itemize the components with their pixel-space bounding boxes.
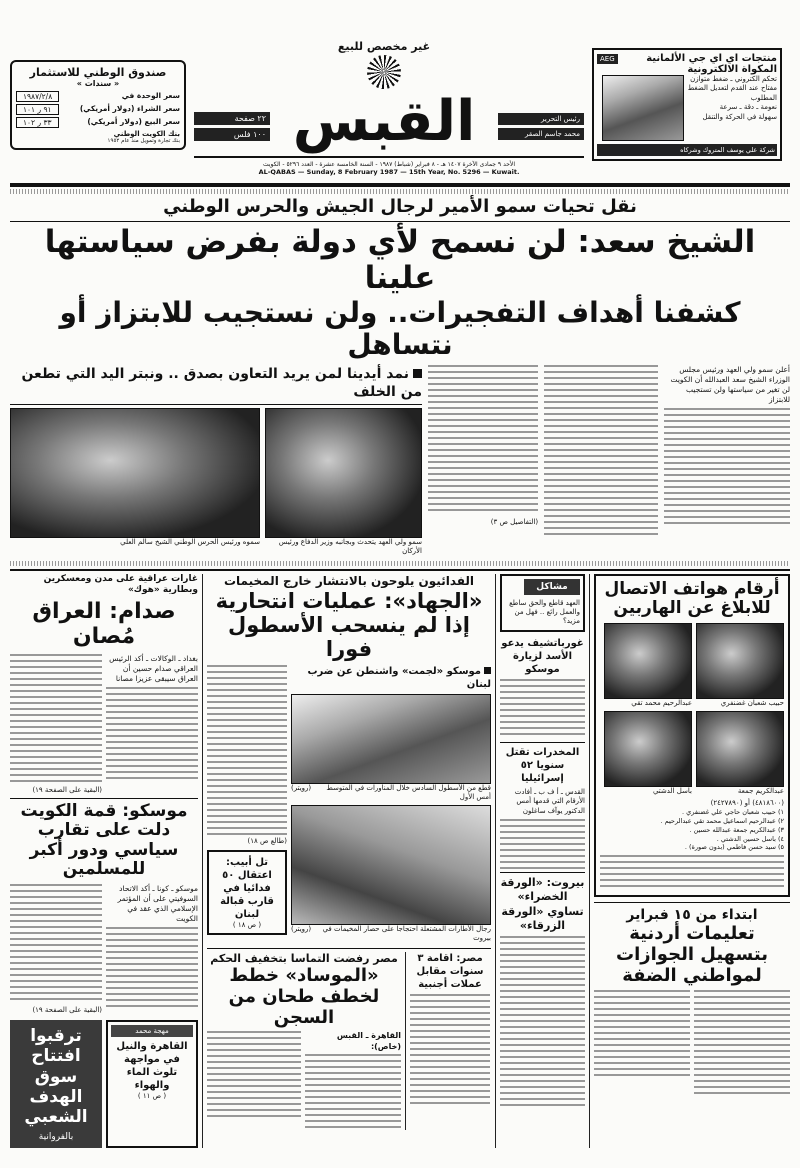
column-rule — [495, 574, 496, 1148]
editor-box — [498, 113, 584, 140]
aeg-line: سهولة في الحركة والتنقل — [702, 112, 777, 121]
lead-caption-right: سمو ولي العهد يتحدث وبجانبه وزير الدفاع ورئيس الأركان — [278, 538, 422, 556]
lead-body-start: أعلن سمو ولي العهد ورئيس مجلس الوزراء الشيخ سعد العبدالله أن الكويت لن تغير من سياستها ولن تستجيب للابتزاز — [670, 364, 790, 405]
telaviv-box-page: ( ص ١٨ ) — [232, 920, 262, 929]
souq-ad-location: بالفروانية — [38, 1131, 74, 1142]
lead-caption-left: سموه ورئيس الحرس الوطني الشيخ سالم العلي — [120, 538, 260, 547]
moscow-body-text — [106, 927, 198, 1007]
aeg-ad — [592, 48, 782, 161]
bank-name: بنك الكويت الوطني — [113, 130, 180, 138]
jihad-headline-1: «الجهاد»: عمليات انتحارية — [215, 589, 483, 614]
column-rule — [405, 952, 406, 1130]
divider — [10, 798, 198, 799]
gorbachev-body-text — [500, 679, 585, 739]
beirut-body-text — [500, 936, 585, 1106]
price: ١٠٠ فلس — [194, 128, 270, 141]
lead-body-text — [544, 365, 658, 537]
telaviv-box — [207, 850, 287, 935]
divider — [10, 569, 790, 571]
egypt-mossad-headline: «الموساد» خطط لخطف طحان من السجن — [228, 965, 380, 1028]
column-rule — [202, 574, 203, 1148]
wanted-photo — [604, 623, 692, 699]
editor-name: محمد جاسم الصقر — [498, 128, 584, 140]
fund-row-value: ٩١ ر ١٠١ — [16, 104, 59, 115]
halftone-rule — [10, 189, 790, 194]
rally-caption: رجال الأطارات المشتعلة احتجاجا على حصار المخيمات في بيروت — [322, 924, 491, 942]
wanted-photo — [604, 711, 692, 787]
column-rule — [589, 574, 590, 1148]
iraq-continued: (البقية على الصفحة ١٩) — [32, 785, 102, 794]
aeg-line: مفتاح عند القدم لتعديل الضغط المطلوب — [687, 84, 777, 102]
masthead — [10, 40, 790, 177]
wanted-name: باسل الدشتي — [652, 786, 692, 795]
iraq-kicker: غارات عراقية على مدن ومعسكرين وبطارية «هوك» — [43, 573, 198, 596]
jihad-subhead — [291, 665, 491, 691]
fund-row-label: سعر الشراء (دولار أمريكي) — [79, 104, 180, 113]
divider — [500, 742, 585, 743]
iraq-body-text — [106, 687, 198, 783]
editor-label: رئيس التحرير — [498, 113, 584, 125]
rally-photo — [291, 805, 491, 925]
lead-details-ref: (التفاصيل ص ٣) — [490, 517, 539, 526]
not-for-sale-stamp: غير مخصص للبيع — [337, 40, 431, 53]
moscow-body-text — [10, 884, 102, 1004]
iron-product-image — [602, 75, 684, 141]
lead-subhead-text: نمد أيدينا لمن يريد التعاون بصدق .. ونبتر اليد التي تطعن من الخلف — [21, 365, 422, 401]
lead-headline-2: كشفنا أهداف التفجيرات.. ولن نستجيب للابتزاز أو نتساهل — [59, 295, 741, 361]
cartoon-title: مشاكل — [524, 579, 580, 595]
fund-ad-subtitle: « سندات » — [76, 79, 120, 88]
iraq-body-text — [10, 654, 102, 784]
divider — [207, 948, 491, 949]
jihad-continued: (طالع ص ١٨) — [247, 836, 287, 845]
jihad-kicker: الفدائيون يلوحون بالانتشار خارج المخيمات — [223, 573, 475, 588]
wanted-name: حبيب شعبان غضنفري — [720, 698, 784, 707]
fund-ad — [10, 60, 186, 150]
aeg-line: نعومة ـ دقة ـ سرعة — [719, 103, 777, 112]
lead-subhead — [10, 365, 422, 401]
wanted-body-text — [600, 855, 784, 891]
date-line-english: AL-QABAS — Sunday, 8 February 1987 — 15th Year, No. 5296 — Kuwait. — [258, 168, 520, 177]
jordan-headline: تعليمات أردنية بتسهيل الجوازات لمواطني الضفة — [616, 923, 768, 986]
drugs-headline: المخدرات تقتل سنويا ٥٢ إسرائيليا — [505, 746, 580, 784]
lead-photo-left — [10, 408, 260, 538]
halftone-rule — [10, 561, 790, 566]
ships-caption: قطع من الأسطول السادس خلال المناورات في المتوسط أمس الأول — [326, 783, 491, 801]
drugs-body-start: القدس ـ أ ف ب ـ أفادت الأرقام التي قدمها أمس الدكتور يوآف ساغلون — [514, 787, 585, 815]
egypt-residency-headline: مصر: اقامة ٣ سنوات مقابل عملات أجنبية — [416, 952, 484, 990]
bottom-section — [10, 574, 790, 1148]
wanted-list-item: ٤) باسل حسين الدشتي . — [716, 834, 784, 843]
square-bullet-icon — [484, 667, 491, 674]
wanted-list-item: ١) حبيب شعبان حاجي علي غضنفري . — [682, 808, 784, 817]
egypt-mossad-body-text — [207, 1031, 301, 1121]
wanted-name: عبدالكريم جمعة — [737, 786, 784, 795]
lead-lower — [10, 365, 790, 557]
fund-ad-title: صندوق الوطني للاستثمار — [29, 66, 167, 79]
ships-credit: (رويتر) — [291, 783, 312, 792]
lead-body-text — [428, 365, 538, 515]
wanted-list-item: ٥) سيد حسن فاطمي (بدون صورة) . — [684, 843, 784, 852]
gorbachev-headline: غورباتشيف يدعو الأسد لزيارة موسكو — [501, 637, 584, 675]
wanted-box — [594, 574, 790, 898]
divider — [594, 902, 790, 903]
wanted-list — [600, 808, 784, 852]
wanted-name: عبدالرحيم محمد تقي — [631, 698, 692, 707]
jordan-kicker: ابتداء من ١٥ فبراير — [626, 907, 758, 924]
lead-body-text — [664, 408, 790, 528]
page-count: ٢٢ صفحة — [194, 112, 270, 125]
divider — [10, 404, 422, 405]
masthead-logo: القبس — [292, 89, 476, 154]
fund-row-label: سعر البيع (دولار أمريكي) — [87, 117, 180, 126]
wanted-headline: أرقام هواتف الاتصال للابلاغ عن الهاربين — [604, 578, 780, 619]
wanted-list-item: ٣) عبدالكريم جمعة عبدالله حسين . — [689, 825, 784, 834]
price-box — [194, 112, 270, 141]
moscow-headline: موسكو: قمة الكويت دلت على تقارب سياسي ودور أكبر للمسلمين — [20, 800, 188, 880]
moscow-continued: (البقية على الصفحة ١٩) — [32, 1005, 102, 1014]
divider — [10, 221, 790, 222]
jordan-body-text — [694, 990, 790, 1098]
cartoon-text: العهد قاطع والحق ساطع والعمل رائع .. فهل من مزيد؟ — [509, 598, 580, 626]
egypt-mossad-dateline: القاهرة ـ القبس (خاص): — [336, 1031, 401, 1051]
masthead-bottom-rule — [10, 183, 790, 187]
aeg-logo: AEG — [597, 54, 618, 64]
fund-row-value: ١٩٨٧/٢/٨ — [16, 91, 59, 102]
lead-headline-1: الشيخ سعد: لن نسمح لأي دولة بفرض سياستها علينا — [44, 224, 756, 296]
divider — [500, 872, 585, 873]
wanted-list-item: ٢) عبدالرحيم اسماعيل محمد تقي عبدالرحيم . — [660, 817, 784, 826]
jihad-body-text — [207, 665, 287, 835]
fund-row-label: سعر الوحدة في — [121, 91, 180, 100]
lead-photo-right — [265, 408, 422, 538]
jihad-headline-2: إذا لم ينسحب الأسطول فورا — [228, 613, 470, 662]
moscow-body-start: موسكو ـ كونا ـ أكد الاتحاد السوفيتي على أن المؤتمر الإسلامي الذي عقد في الكويت — [117, 883, 198, 924]
bank-note: بنك تجارة وتمويل منذ عام ١٩٥٢ — [107, 138, 180, 144]
jihad-subhead-text: موسكو «لجمت» واشنطن عن ضرب لبنان — [307, 665, 491, 690]
egypt-mossad-kicker: مصر رفضت التماسا بتخفيف الحكم — [210, 951, 398, 965]
masthead-rule — [194, 156, 584, 158]
wanted-photo — [696, 623, 784, 699]
wanted-photo — [696, 711, 784, 787]
cairo-box-text: القاهرة والنيل في مواجهة تلوث الماء والهواء — [116, 1040, 188, 1091]
masthead-center — [194, 40, 584, 177]
telaviv-box-text: تل أبيب: اعتقال ٥٠ فدائيا في قارب قبالة لبنان — [220, 856, 274, 920]
lead-kicker: نقل تحيات سمو الأمير لرجال الجيش والحرس الوطني — [163, 195, 637, 217]
egypt-residency-body-text — [410, 994, 490, 1104]
ships-photo — [291, 694, 491, 784]
date-line-arabic: الأحد ٩ جمادى الآخرة ١٤٠٧ هـ - ٨ فبراير (شباط) ١٩٨٧ - السنة الخامسة عشرة - العدد ٥٢٩٦ - الكويت — [262, 160, 516, 168]
square-bullet-icon — [413, 369, 422, 378]
drugs-body-text — [500, 819, 585, 869]
beirut-headline: بيروت: «الورقة الخضراء» تساوي «الورقة الزرقاء» — [500, 876, 585, 933]
fund-row-value: ٣٣ ر ١٠٢ — [16, 117, 59, 128]
iraq-headline: صدام: العراق مُصان — [32, 598, 176, 650]
wanted-phones: (٤٨١٨٦٠٠) أو (٢٤٢٧٨٩٠) — [710, 798, 784, 807]
aeg-line: تحكم الكتروني ـ ضغط متوازن — [690, 75, 777, 83]
aeg-product: المكواة الالكترونية — [687, 64, 777, 75]
iraq-body-start: بغداد ـ الوكالات ـ أكد الرئيس العراقي صدام حسين أن العراق سيبقى عزيزا مصانا — [109, 653, 198, 683]
aeg-dealer: شركة علي يوسف المتروك وشركاه — [597, 144, 777, 156]
jordan-body-text — [594, 990, 690, 1080]
cartoon-box — [500, 574, 585, 632]
egypt-mossad-body-text — [305, 1054, 401, 1130]
rally-credit: (رويتر) — [291, 924, 312, 933]
cairo-box-label: مهجة محمد — [111, 1025, 193, 1037]
aeg-brand: منتجات اي اي جي الألمانية — [646, 53, 777, 64]
souq-ad-text: ترقبوا افتتاح سوق الهدف الشعبي — [24, 1025, 88, 1128]
cairo-box-page: ( ص ١١ ) — [137, 1091, 167, 1100]
logo-sunburst-icon — [367, 55, 401, 89]
